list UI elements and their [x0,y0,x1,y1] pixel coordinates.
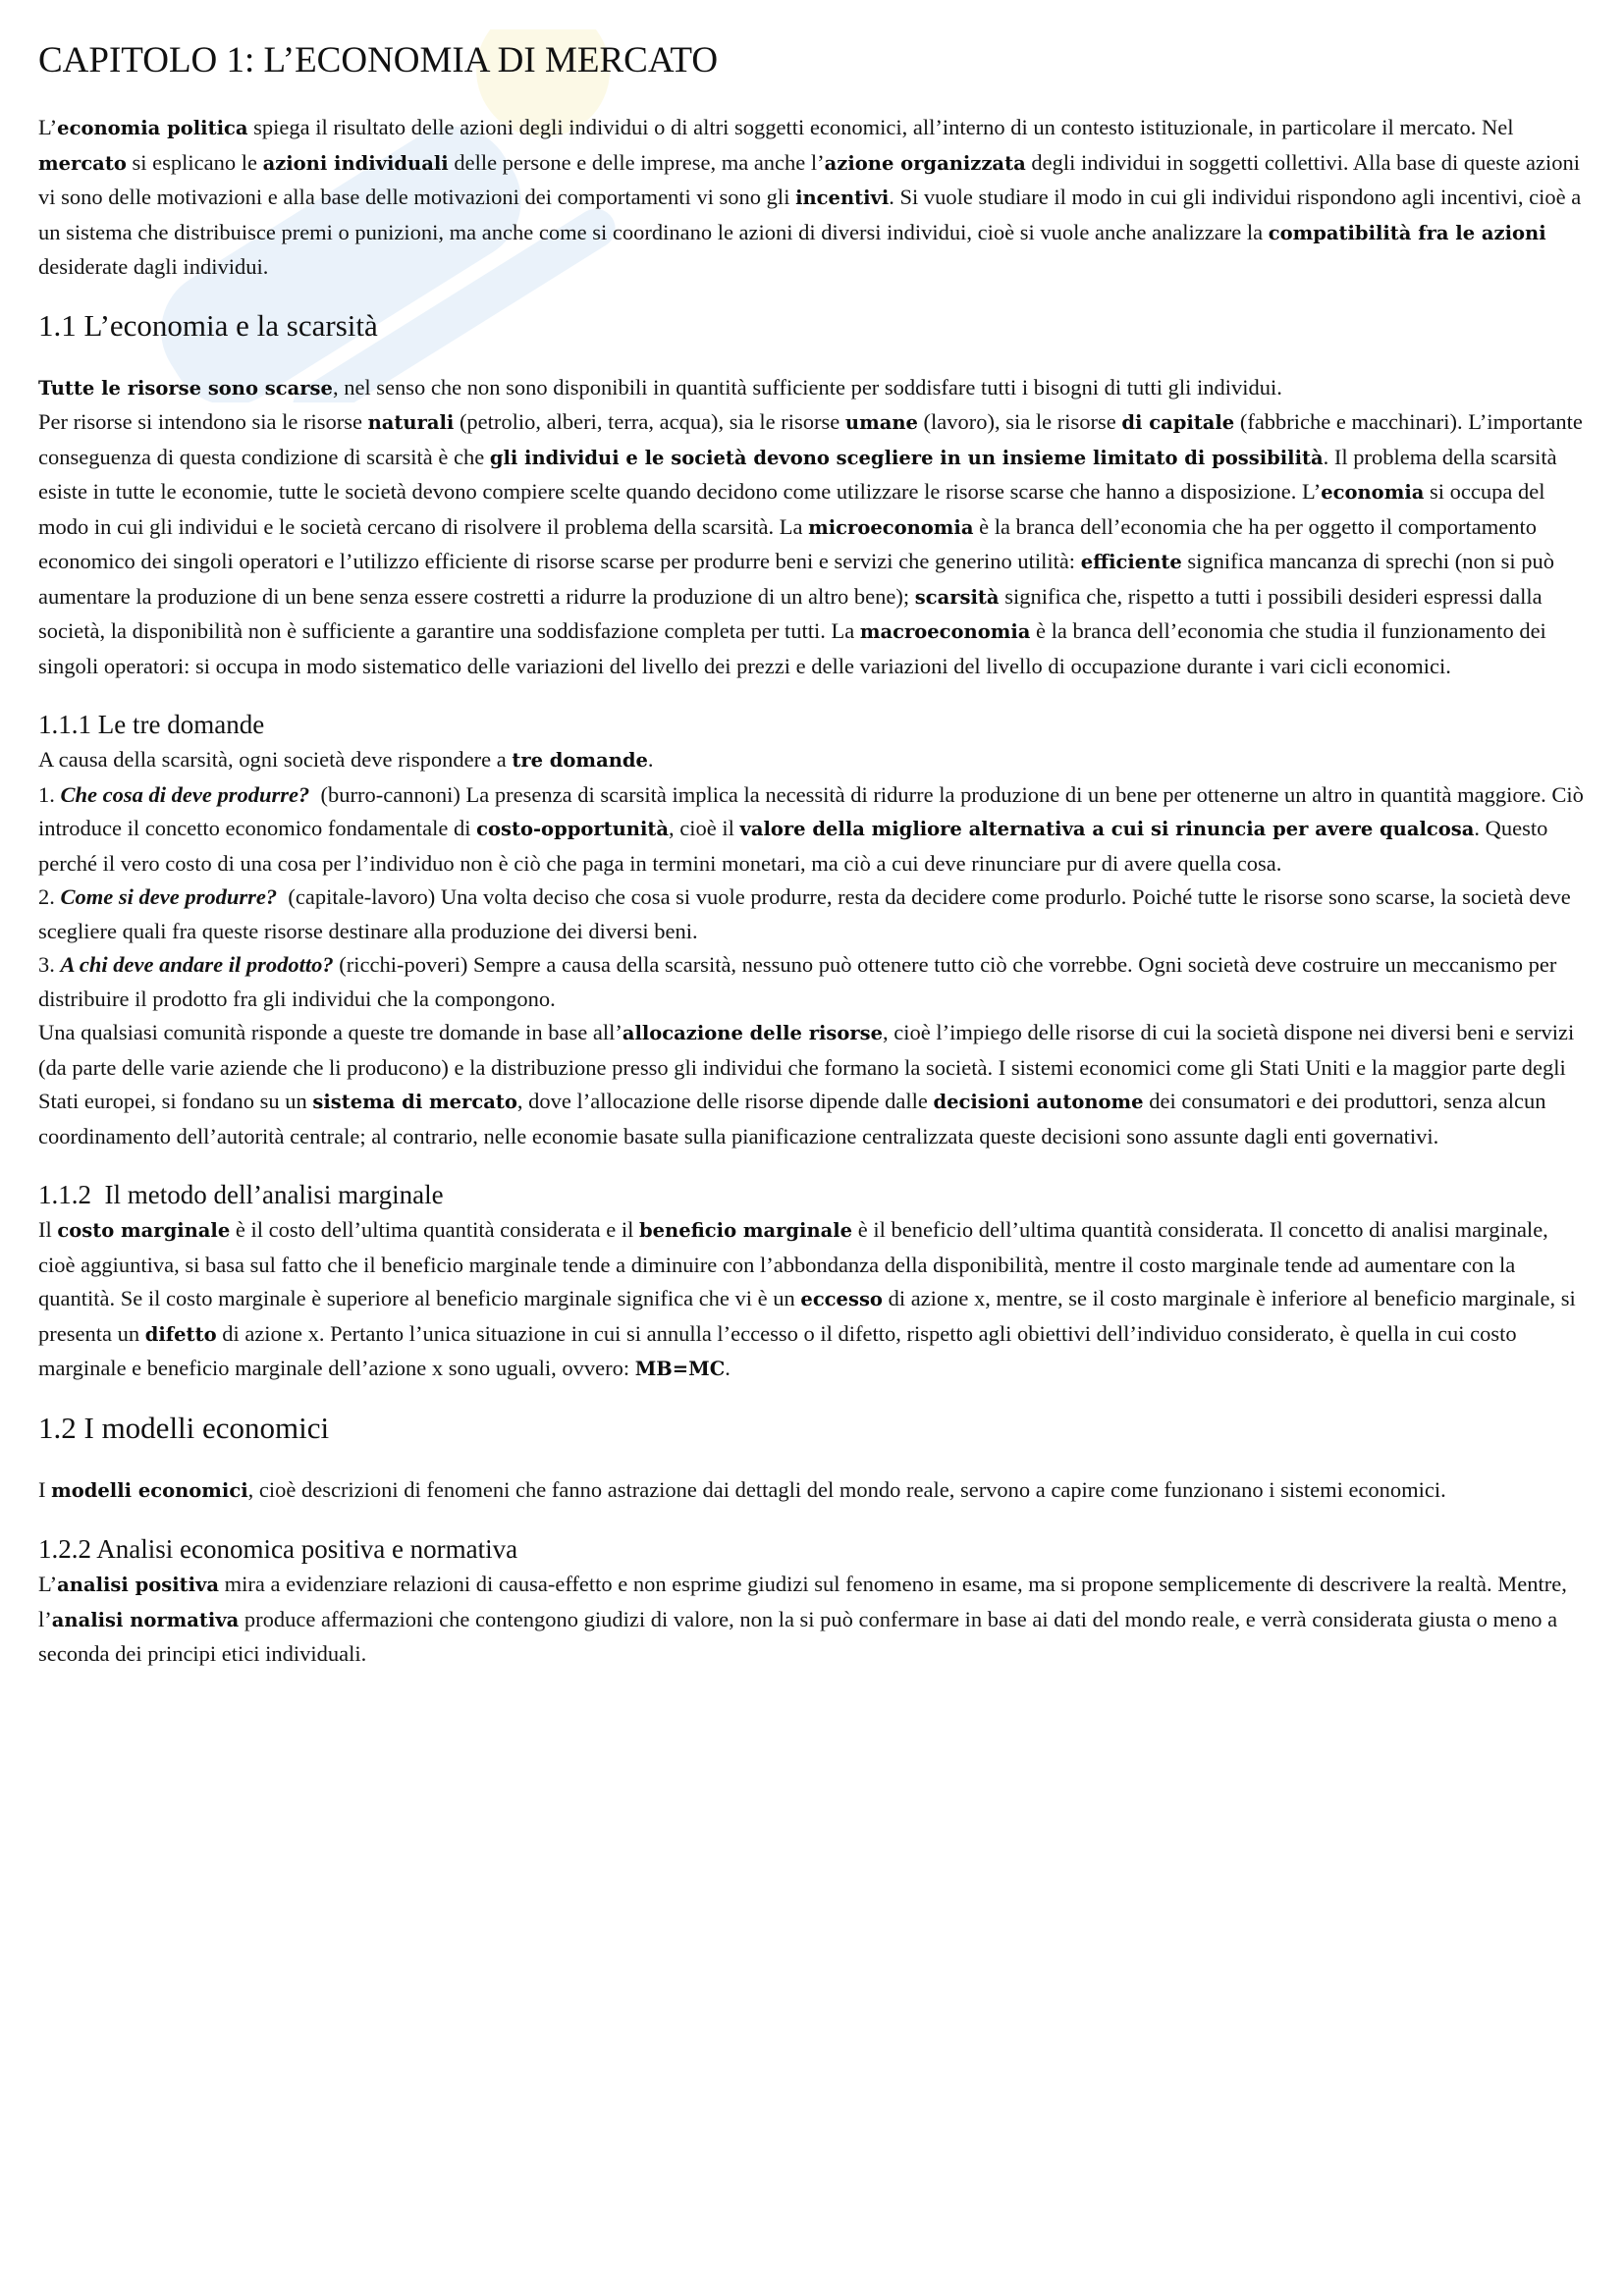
subsection-heading: 1.1.1 Le tre domande [38,710,265,739]
bold-term: mercato [38,151,127,175]
text-run: è il beneficio dell’ultima quantità considerata. Il concetto di analisi marginale, cioè aggiuntiva, si basa sul fatto che il beneficio marginale tende a diminuire con l’abbondanza della disponibilità, mentre il costo marginale tende ad aumentare con la quantità. Se il costo marginale è superiore al beneficio marginale significa che vi è un [38,1217,1554,1310]
bold-term: compatibilità fra le azioni [1268,221,1546,244]
text-run: (burro-cannoni) La presenza di scarsità implica la necessità di ridurre la produzione di un bene per ottenerne un altro in quantità maggiore. Ciò introduce il concetto economico fondamentale di [38,781,1590,840]
text-run: . Il problema della scarsità esiste in tutte le economie, tutte le società devono compiere scelte quando decidono come utilizzare le risorse scarse che hanno a disposizione. L’ [38,444,1563,504]
bold-term: microeconomia [808,515,974,539]
text-run: è la branca dell’economia che ha per oggetto il comportamento economico dei singoli operatori e l’utilizzo efficiente di risorse scarse per produrre beni e servizi che generino utilità: [38,513,1543,573]
bold-term: eccesso [800,1288,883,1310]
text-run: significa mancanza di sprechi (non si può aumentare la produzione di un bene senza essere costretti a ridurre la produzione di un altro bene); [38,549,1560,609]
text-run: Una qualsiasi comunità risponde a queste tre domande in base all’ [38,1020,623,1044]
bold-term: costo marginale [57,1219,231,1242]
bold-term: scarsità [914,585,1000,609]
text-run: dei consumatori e dei produttori, senza alcun coordinamento dell’autorità centrale; al contrario, nelle economie basate sulla pianificazione centralizzata queste decisioni sono assunte dagli enti governativi. [38,1089,1552,1148]
text-run: Il [38,1217,58,1242]
text-run: . [725,1356,731,1380]
text-run: delle persone e delle imprese, ma anche l’ [448,149,825,175]
text-run: . Questo perché il vero costo di una cosa per l’individuo non è ciò che paga in termini monetari, ma ciò a cui deve rinunciare pur di avere quella cosa. [38,816,1554,876]
document-body [38,111,1588,1672]
text-run: 1. [38,781,61,807]
text-run: , cioè descrizioni di fenomeni che fanno astrazione dai dettagli del mondo reale, servono a capire come funzionano i sistemi economici. [247,1476,1446,1502]
bold-term: difetto [144,1322,217,1346]
bold-term: beneficio marginale [639,1219,853,1242]
text-run: (ricchi-poveri) Sempre a causa della scarsità, nessuno può ottenere tutto ciò che vorrebbe. Ogni società deve costruire un meccanismo per distribuire il prodotto fra gli individui che la compongono. [38,952,1563,1011]
subsection-heading: 1.1.2 Il metodo dell’analisi marginale [38,1180,444,1209]
text-run: degli individui in soggetti collettivi. Alla base di queste azioni vi sono delle motivazioni e alla base delle motivazioni dei comportamenti vi sono gli [38,149,1586,209]
bold-term: gli individui e le società devono scegliere in un insieme limitato di possibilità [489,446,1324,469]
paragraph [38,778,1588,881]
text-run: , cioè l’impiego delle risorse di cui la società dispone nei diversi beni e servizi (da parte delle varie aziende che li producono) e la distribuzione presso gli individui che formano la società. I sistemi economici come gli Stati Uniti e la maggior parte degli Stati europei, si fondano su un [38,1020,1580,1113]
paragraph [38,1473,1588,1509]
bold-term: economia [1321,481,1425,504]
text-run: si occupa del modo in cui gli individui e le società cercano di risolvere il problema della scarsità. La [38,479,1551,539]
bold-term: MB=MC [634,1358,726,1380]
question-label: Che cosa di deve produrre? [60,781,310,807]
text-run: (fabbriche e macchinari). L’importante conseguenza di questa condizione di scarsità è che [38,409,1589,469]
paragraph [38,948,1588,1016]
bold-term: modelli economici [51,1478,248,1502]
text-run: , nel senso che non sono disponibili in quantità sufficiente per soddisfare tutti i bisogni di tutti gli individui. [332,374,1282,400]
text-run: , cioè il [669,816,740,840]
bold-term: tre domande [512,749,648,772]
text-run: di azione x. Pertanto l’unica situazione in cui si annulla l’eccesso o il difetto, rispetto agli obiettivi dell’individuo considerato, è quella in cui costo marginale e beneficio marginale dell’azione x sono uguali, ovvero: [38,1320,1523,1380]
text-run: . [647,747,654,772]
bold-term: costo-opportunità [476,818,670,840]
paragraph [38,743,1588,778]
section-heading: 1.2 I modelli economici [38,1410,330,1445]
paragraph [38,371,1588,406]
text-run: (lavoro), sia le risorse [917,409,1122,434]
bold-term: umane [844,411,918,434]
paragraph [38,1213,1588,1387]
text-run: (capitale-lavoro) Una volta deciso che cosa si vuole produrre, resta da decidere come produrlo. Poiché tutte le risorse sono scarse, la società deve scegliere quali fra queste risorse destinare alla produzione dei diversi beni. [38,884,1577,943]
text-run: spiega il risultato delle azioni degli individui o di altri soggetti economici, all’interno di un contesto istituzionale, in particolare il mercato. Nel [247,115,1520,139]
paragraph [38,1568,1588,1672]
text-run: L’ [38,1572,58,1596]
bold-term: efficiente [1080,551,1182,573]
text-run: Per risorse si intendono sia le risorse [38,409,368,434]
bold-term: di capitale [1121,411,1235,434]
bold-term: decisioni autonome [933,1091,1144,1113]
question-label: Come si deve produrre? [60,884,278,909]
text-run: , dove l’allocazione delle risorse dipende dalle [516,1089,934,1113]
text-run: si esplicano le [126,149,263,175]
document-content [38,39,1588,1672]
bold-term: azioni individuali [262,151,449,175]
text-run: è la branca dell’economia che studia il funzionamento dei singoli operatori: si occupa in modo sistematico delle variazioni del livello dei prezzi e delle variazioni del livello di occupazione durante i vari cicli economici. [38,618,1552,678]
bold-term: valore della migliore alternativa a cui si rinuncia per avere qualcosa [739,818,1475,840]
chapter-title: CAPITOLO 1: L’ECONOMIA DI MERCATO [38,40,719,80]
text-run: è il costo dell’ultima quantità considerata e il [230,1217,639,1242]
bold-term: macroeconomia [859,620,1031,643]
subsection-heading: 1.2.2 Analisi economica positiva e normativa [38,1534,518,1564]
bold-term: sistema di mercato [312,1091,517,1113]
paragraph [38,405,1588,683]
text-run: produce affermazioni che contengono giudizi di valore, non la si può confermare in base ai dati del mondo reale, e verrà considerata giusta o meno a seconda dei principi etici individuali. [38,1606,1563,1666]
bold-term: allocazione delle risorse [622,1022,884,1044]
text-run: A causa della scarsità, ogni società deve rispondere a [38,747,513,772]
text-run: 3. [38,952,61,977]
text-run: significa che, rispetto a tutti i possibili desideri espressi dalla società, la disponibilità non è sufficiente a garantire una soddisfazione completa per tutti. La [38,583,1548,643]
bold-term: azione organizzata [824,151,1026,175]
text-run: (petrolio, alberi, terra, acqua), sia le risorse [454,409,845,434]
bold-term: analisi normativa [51,1608,240,1631]
text-run: di azione x, mentre, se il costo marginale è inferiore al beneficio marginale, si presenta un [38,1286,1582,1346]
paragraph [38,881,1588,948]
bold-term: incentivi [795,187,890,209]
bold-term: economia politica [57,117,248,139]
section-heading: 1.1 L’economia e la scarsità [38,307,378,343]
paragraph [38,111,1588,285]
text-run: . Si vuole studiare il modo in cui gli individui rispondono agli incentivi, cioè a un sistema che distribuisce premi o punizioni, ma anche come si coordinano le azioni di diversi individui, cioè si vuole anche analizzare la [38,185,1587,244]
text-run: 2. [38,884,61,909]
text-run: desiderate dagli individui. [38,219,1552,279]
paragraph [38,1016,1588,1153]
bold-term: Tutte le risorse sono scarse [38,376,333,400]
question-label: A chi deve andare il prodotto? [60,952,334,977]
bold-term: naturali [367,411,455,434]
text-run: I [38,1476,52,1502]
bold-term: analisi positiva [57,1574,220,1596]
text-run: L’ [38,115,58,139]
text-run: mira a evidenziare relazioni di causa-effetto e non esprime giudizi sul fenomeno in esame, ma si propone semplicemente di descrivere la realtà. Mentre, l’ [38,1572,1573,1631]
